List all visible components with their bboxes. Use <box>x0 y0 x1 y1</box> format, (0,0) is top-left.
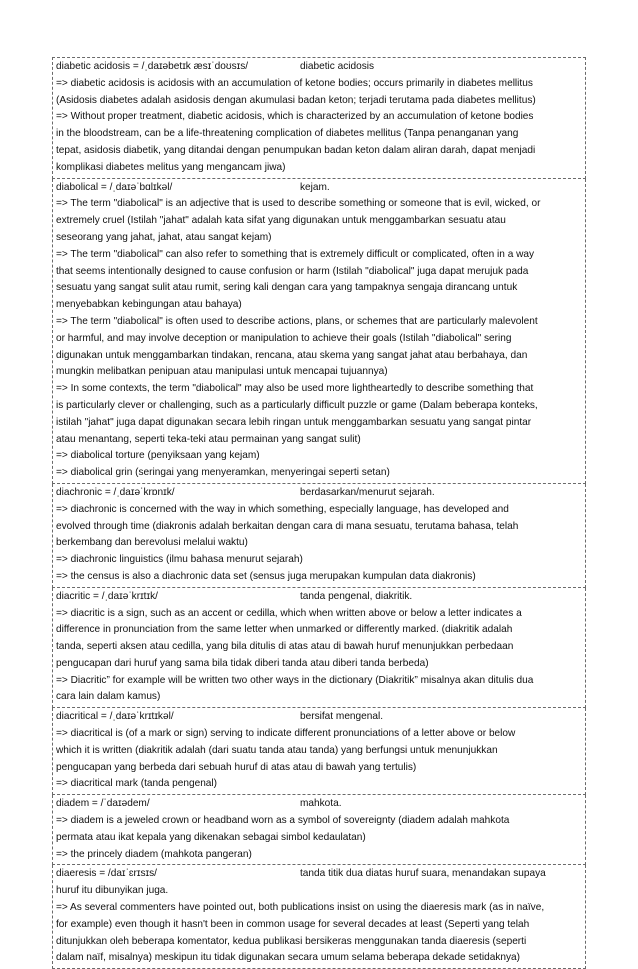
entry-line: which it is written (diakritik adalah (dari suatu tanda atau tanda) yang berfungsi untuk menunjukkan <box>56 744 498 756</box>
entry-translation: kejam. <box>300 181 330 193</box>
entry-translation: diabetic acidosis <box>300 61 375 72</box>
entry-heading <box>56 866 582 883</box>
entry-line: => diadem is a jeweled crown or headband worn as a symbol of sovereignty (diadem adalah mahkota <box>56 815 510 827</box>
entry-line: pengucapan dari huruf yang sama bila tidak diberi tanda atau diberi tanda berbeda) <box>56 657 429 669</box>
entry-line: berkembang dan berevolusi melalui waktu) <box>56 537 248 549</box>
entry-line: in the bloodstream, can be a life-threatening complication of diabetes mellitus (Tanpa penanganan yang <box>56 128 519 140</box>
entry-line: digunakan untuk menggambarkan tindakan, rencana, atau skema yang sangat jahat atau berbahaya, dan <box>56 349 528 361</box>
entry-line: => the princely diadem (mahkota pangeran) <box>56 848 252 860</box>
entry-line: => Without proper treatment, diabetic acidosis, which is characterized by an accumulation of ketone bodies <box>56 111 534 123</box>
entry-line: (Asidosis diabetes adalah asidosis dengan akumulasi badan keton; terjadi terutama pada diabetes mellitus) <box>56 94 536 106</box>
entry-line: => diachronic linguistics (ilmu bahasa menurut sejarah) <box>56 554 303 566</box>
entry-line: => The term "diabolical" is an adjective that is used to describe something or someone that is evil, wicked, or <box>56 198 541 210</box>
dictionary-entry <box>52 795 586 865</box>
entry-line: => diabolical torture (penyiksaan yang kejam) <box>56 450 260 462</box>
entry-line: or harmful, and may involve deception or manipulation to achieve their goals (Istilah "diabolical" sering <box>56 332 512 344</box>
entry-heading <box>56 485 582 502</box>
entry-line: => diacritical is (of a mark or sign) serving to indicate different pronunciations of a letter above or below <box>56 728 516 740</box>
entry-translation: bersifat mengenal. <box>300 711 384 723</box>
entry-line: => diacritical mark (tanda pengenal) <box>56 778 218 790</box>
entry-line: => As several commenters have pointed out, both publications insist on using the diaeresis mark (as in naïve, <box>56 902 545 914</box>
dictionary-entry <box>52 708 586 795</box>
entry-term: diabetic acidosis = /ˌdaɪəbetɪk æsɪˈdoʊsɪs/ <box>56 61 249 72</box>
entry-line: => The term "diabolical" is often used to describe actions, plans, or schemes that are particularly malevolent <box>56 315 538 327</box>
entry-heading <box>56 796 582 813</box>
entry-line: huruf itu dibunyikan juga. <box>56 885 169 897</box>
entry-line: => The term "diabolical" can also refer to something that is extremely difficult or complicated, often in a way <box>56 248 535 260</box>
dictionary-entry <box>52 865 586 969</box>
entry-line: is particularly clever or challenging, such as a particularly difficult puzzle or game (Dalam beberapa konteks, <box>56 399 538 411</box>
entry-line: pengucapan yang berbeda dari sebuah huruf di atas atau di bawah yang tertulis) <box>56 761 417 773</box>
dictionary-document <box>52 57 586 969</box>
entry-line: => diacritic is a sign, such as an accent or cedilla, which when written above or below a letter indicates a <box>56 607 522 619</box>
entry-line: cara lain dalam kamus) <box>56 691 161 703</box>
entry-translation: tanda titik dua diatas huruf suara, menandakan supaya <box>300 868 546 880</box>
entry-heading <box>56 589 582 606</box>
entry-translation: mahkota. <box>300 798 342 810</box>
entry-line: extremely cruel (Istilah "jahat" adalah kata sifat yang digunakan untuk menggambarkan sesuatu atau <box>56 215 506 227</box>
entry-term: diadem = /ˈdaɪədem/ <box>56 798 150 810</box>
entry-line: difference in pronunciation from the same letter when unmarked or differently marked. (diakritik adalah <box>56 624 513 636</box>
entry-line: istilah "jahat" juga dapat digunakan secara lebih ringan untuk menggambarkan sesuatu yang sangat pintar <box>56 416 532 428</box>
entry-line: => the census is also a diachronic data set (sensus juga merupakan kumpulan data diakronis) <box>56 570 476 582</box>
entry-line: seseorang yang jahat, jahat, atau sangat kejam) <box>56 231 272 243</box>
entry-line: evolved through time (diakronis adalah berkaitan dengan cara di mana sesuatu, terutama bahasa, telah <box>56 520 519 532</box>
entry-line: for example) even though it hasn't been in common usage for several decades at least (Seperti yang telah <box>56 918 530 930</box>
entry-term: diabolical = /ˌdaɪəˈbɑlɪkəl/ <box>56 181 173 193</box>
entry-heading <box>56 59 582 76</box>
entry-term: diachronic = /ˌdaɪəˈkrɒnɪk/ <box>56 486 175 498</box>
entry-line: => In some contexts, the term "diabolical" may also be used more lightheartedly to describe something that <box>56 383 534 395</box>
entry-term: diacritical = /ˌdaɪəˈkrɪtɪkəl/ <box>56 711 174 723</box>
entry-line: menyebabkan kebingungan atau bahaya) <box>56 299 242 311</box>
entry-heading <box>56 180 582 197</box>
entry-line: dalam naïf, misalnya) meskipun itu tidak digunakan secara umum selama beberapa dekade setidaknya) <box>56 952 521 964</box>
entry-translation: tanda pengenal, diakritik. <box>300 590 413 602</box>
entry-line: that seems intentionally designed to cause confusion or harm (Istilah "diabolical" juga dapat merujuk pada <box>56 265 529 277</box>
dictionary-entry <box>52 588 586 709</box>
entry-line: mungkin melibatkan penipuan atau manipulasi untuk mencapai tujuannya) <box>56 366 388 378</box>
entry-line: ditunjukkan oleh beberapa komentator, kedua publikasi bersikeras menggunakan tanda diaeresis (seperti <box>56 935 527 947</box>
entry-translation: berdasarkan/menurut sejarah. <box>300 486 435 498</box>
dictionary-entry <box>52 484 586 588</box>
entry-line: sesuatu yang sangat sulit atau rumit, sering kali dengan cara yang tampaknya sengaja dirancang untuk <box>56 282 518 294</box>
dictionary-entry <box>52 57 586 179</box>
entry-line: permata atau ikat kepala yang dikenakan sebagai simbol kedaulatan) <box>56 831 366 843</box>
entry-line: => diabolical grin (seringai yang menyeramkan, menyeringai seperti setan) <box>56 467 390 479</box>
entry-term: diacritic = /ˌdaɪəˈkrɪtɪk/ <box>56 590 158 602</box>
entry-line: tepat, asidosis diabetik, yang ditandai dengan penumpukan badan keton dalam aliran darah, dapat menjadi <box>56 144 536 156</box>
entry-line: => diabetic acidosis is acidosis with an accumulation of ketone bodies; occurs primarily in diabetes mellitus <box>56 77 533 89</box>
entry-line: tanda, seperti aksen atau cedilla, yang bila ditulis di atas atau di bawah huruf menunjukkan perbedaan <box>56 641 514 653</box>
entry-line: => diachronic is concerned with the way in which something, especially language, has developed and <box>56 503 509 515</box>
dictionary-entry <box>52 179 586 484</box>
entry-line: komplikasi diabetes melitus yang mengancam jiwa) <box>56 161 286 173</box>
entry-line: => Diacritic” for example will be written two other ways in the dictionary (Diakritik” misalnya akan ditulis dua <box>56 674 534 686</box>
entry-term: diaeresis = /daɪˈɛrɪsɪs/ <box>56 868 157 880</box>
entry-line: atau menantang, seperti teka-teki atau permainan yang sangat sulit) <box>56 433 361 445</box>
entry-heading <box>56 709 582 726</box>
